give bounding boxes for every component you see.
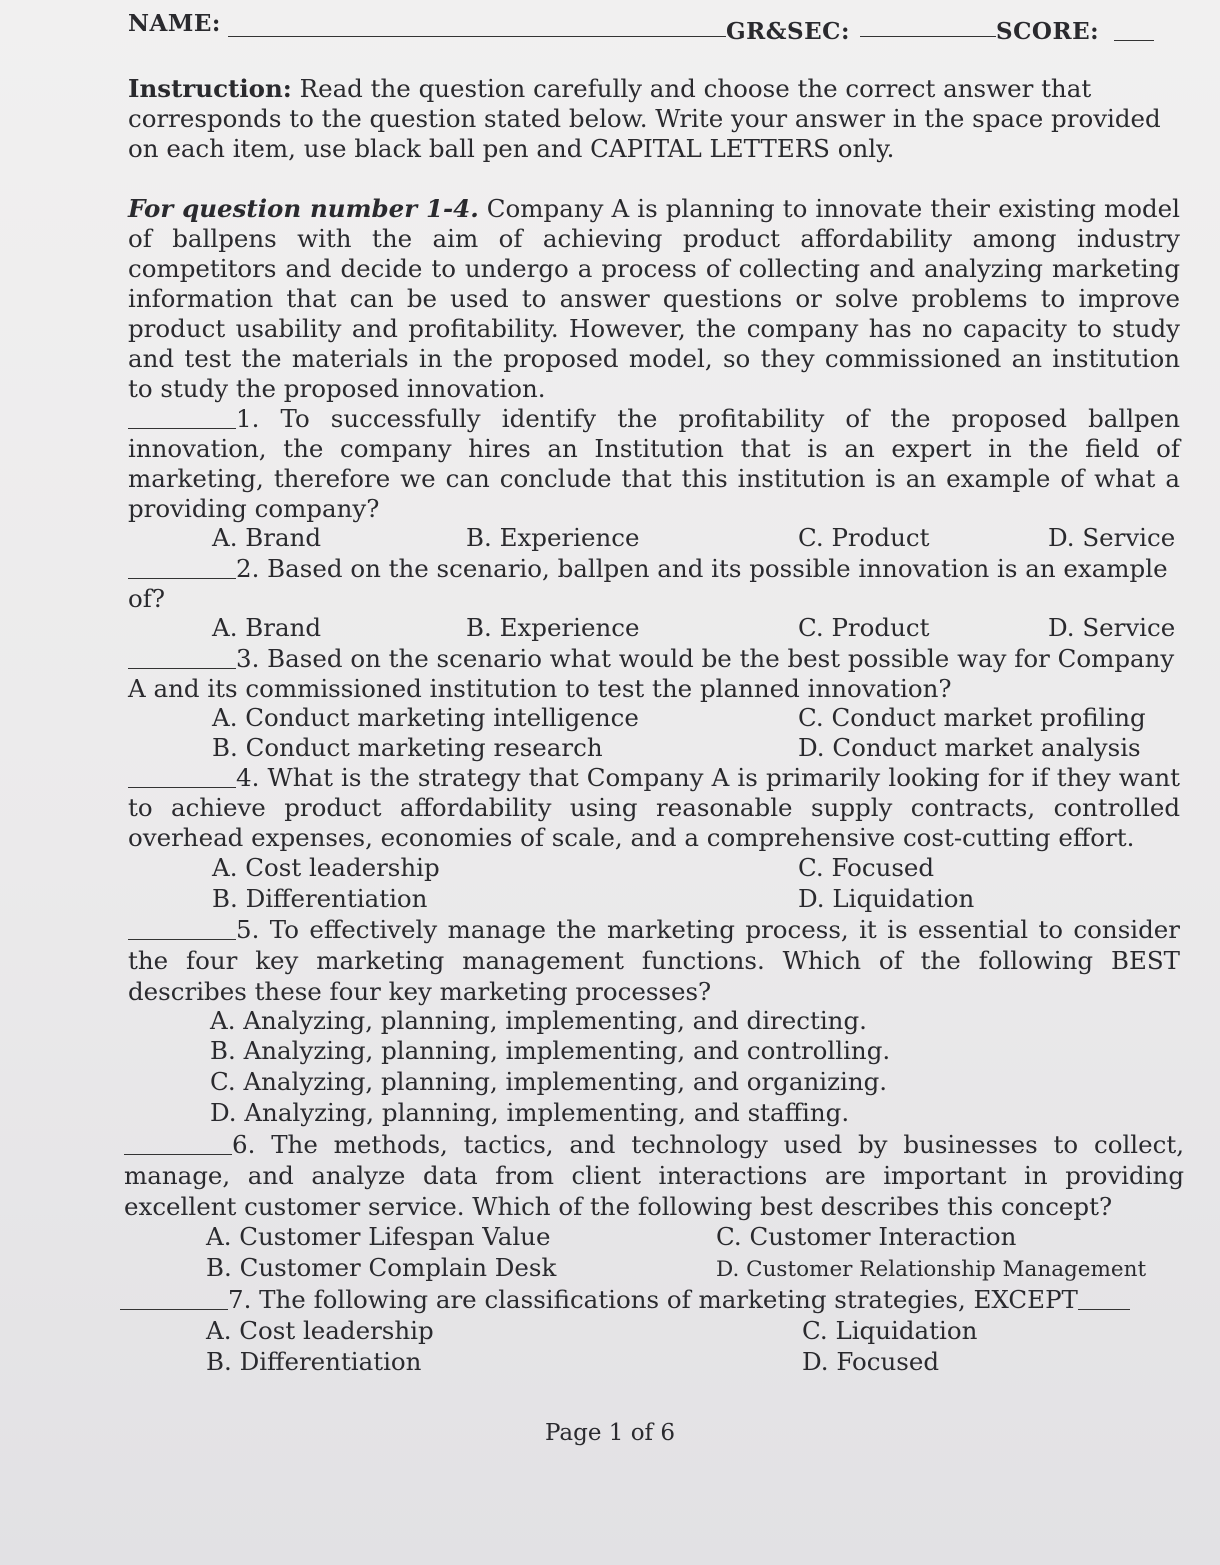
answer-blank-2[interactable] bbox=[128, 556, 236, 579]
grsec-field[interactable] bbox=[860, 36, 996, 37]
answer-blank-3[interactable] bbox=[128, 646, 236, 669]
question-6 bbox=[124, 1129, 1184, 1222]
question-4 bbox=[128, 763, 1180, 853]
question-4-text: 4. What is the strategy that Company A is primarily looking for if they want to achieve product affordability using reasonable supply contracts, controlled overhead expenses, economies of scale, and a comprehensive cost-cutting effort. bbox=[128, 763, 1180, 852]
q7-option-a: A. Cost leadership bbox=[206, 1316, 434, 1345]
instruction-text: Read the question carefully and choose the correct answer that corresponds to the question stated below. Write your answer in the space provided on each item, use black ball pen and CAPITAL LETTERS only. bbox=[128, 74, 1161, 163]
answer-blank-7[interactable] bbox=[120, 1287, 228, 1310]
answer-blank-1[interactable] bbox=[128, 406, 236, 429]
grsec-label: GR&SEC: bbox=[726, 18, 850, 45]
q7-option-b: B. Differentiation bbox=[206, 1347, 422, 1376]
q4-option-b: B. Differentiation bbox=[212, 884, 428, 913]
q7-option-d: D. Focused bbox=[802, 1347, 940, 1376]
instruction-label: Instruction: bbox=[128, 74, 292, 103]
q2-option-a: A. Brand bbox=[212, 613, 322, 642]
question-1-text: 1. To successfully identify the profitability of the proposed ballpen innovation, the company hires an Institution that is an expert in the field of marketing, therefore we can conclude that this institution is an example of what a providing company? bbox=[128, 404, 1180, 523]
q4-option-d: D. Liquidation bbox=[798, 884, 975, 913]
scenario-text: Company A is planning to innovate their existing model of ballpens with the aim of achieving product affordability among industry competitors and decide to undergo a process of collecting and analyzing marketing information that can be used to answer questions or solve problems to improve product usability and profitability. However, the company has no capacity to study and test the materials in the proposed model, so they commissioned an institution to study the proposed innovation. bbox=[128, 194, 1180, 403]
q2-option-b: B. Experience bbox=[466, 613, 640, 642]
header bbox=[128, 10, 1160, 44]
question-3-text: 3. Based on the scenario what would be the best possible way for Company A and its commissioned institution to test the planned innovation? bbox=[128, 644, 1175, 703]
q5-option-b: B. Analyzing, planning, implementing, and controlling. bbox=[210, 1036, 891, 1065]
page-number: Page 1 of 6 bbox=[544, 1420, 676, 1446]
q1-option-d: D. Service bbox=[1048, 523, 1176, 552]
q3-option-d: D. Conduct market analysis bbox=[798, 733, 1141, 762]
scenario-label: For question number 1-4. bbox=[128, 194, 479, 223]
q6-option-c: C. Customer Interaction bbox=[716, 1222, 1017, 1251]
q4-option-a: A. Cost leadership bbox=[212, 853, 440, 882]
question-5 bbox=[128, 914, 1180, 1007]
question-7-text: 7. The following are classifications of marketing strategies, EXCEPT bbox=[228, 1285, 1078, 1314]
question-5-text: 5. To effectively manage the marketing process, it is essential to consider the four key marketing management functions. Which of the following BEST describes these four key marketing processes? bbox=[128, 915, 1180, 1006]
q4-option-c: C. Focused bbox=[798, 853, 935, 882]
q6-option-d: D. Customer Relationship Management bbox=[716, 1257, 1147, 1282]
q1-option-a: A. Brand bbox=[212, 523, 322, 552]
answer-blank-5[interactable] bbox=[128, 917, 236, 940]
name-label: NAME: bbox=[128, 10, 221, 37]
q6-option-b: B. Customer Complain Desk bbox=[206, 1253, 557, 1282]
q6-option-a: A. Customer Lifespan Value bbox=[206, 1222, 551, 1251]
score-field[interactable] bbox=[1114, 40, 1154, 41]
q1-option-b: B. Experience bbox=[466, 523, 640, 552]
name-field[interactable] bbox=[228, 36, 726, 37]
q2-option-d: D. Service bbox=[1048, 613, 1176, 642]
q1-option-c: C. Product bbox=[798, 523, 930, 552]
q5-option-a: A. Analyzing, planning, implementing, and directing. bbox=[210, 1006, 867, 1035]
q3-option-b: B. Conduct marketing research bbox=[212, 733, 603, 762]
question-2-text: 2. Based on the scenario, ballpen and its possible innovation is an example of? bbox=[128, 554, 1168, 613]
answer-blank-7-end bbox=[1078, 1287, 1130, 1310]
answer-blank-6[interactable] bbox=[124, 1132, 232, 1155]
q3-option-a: A. Conduct marketing intelligence bbox=[212, 703, 639, 732]
q5-option-c: C. Analyzing, planning, implementing, and organizing. bbox=[210, 1067, 888, 1096]
question-2 bbox=[128, 554, 1180, 614]
scenario bbox=[128, 194, 1180, 404]
q7-option-c: C. Liquidation bbox=[802, 1316, 978, 1345]
question-3 bbox=[128, 644, 1180, 704]
q5-option-d: D. Analyzing, planning, implementing, and staffing. bbox=[210, 1098, 850, 1127]
question-7 bbox=[120, 1285, 1180, 1315]
instruction bbox=[128, 74, 1168, 164]
answer-blank-4[interactable] bbox=[128, 765, 236, 788]
q3-option-c: C. Conduct market profiling bbox=[798, 703, 1146, 732]
question-1 bbox=[128, 404, 1180, 524]
question-6-text: 6. The methods, tactics, and technology used by businesses to collect, manage, and analyze data from client interactions are important in providing excellent customer service. Which of the following best describes this concept? bbox=[124, 1130, 1184, 1221]
q2-option-c: C. Product bbox=[798, 613, 930, 642]
score-label: SCORE: bbox=[996, 18, 1100, 45]
